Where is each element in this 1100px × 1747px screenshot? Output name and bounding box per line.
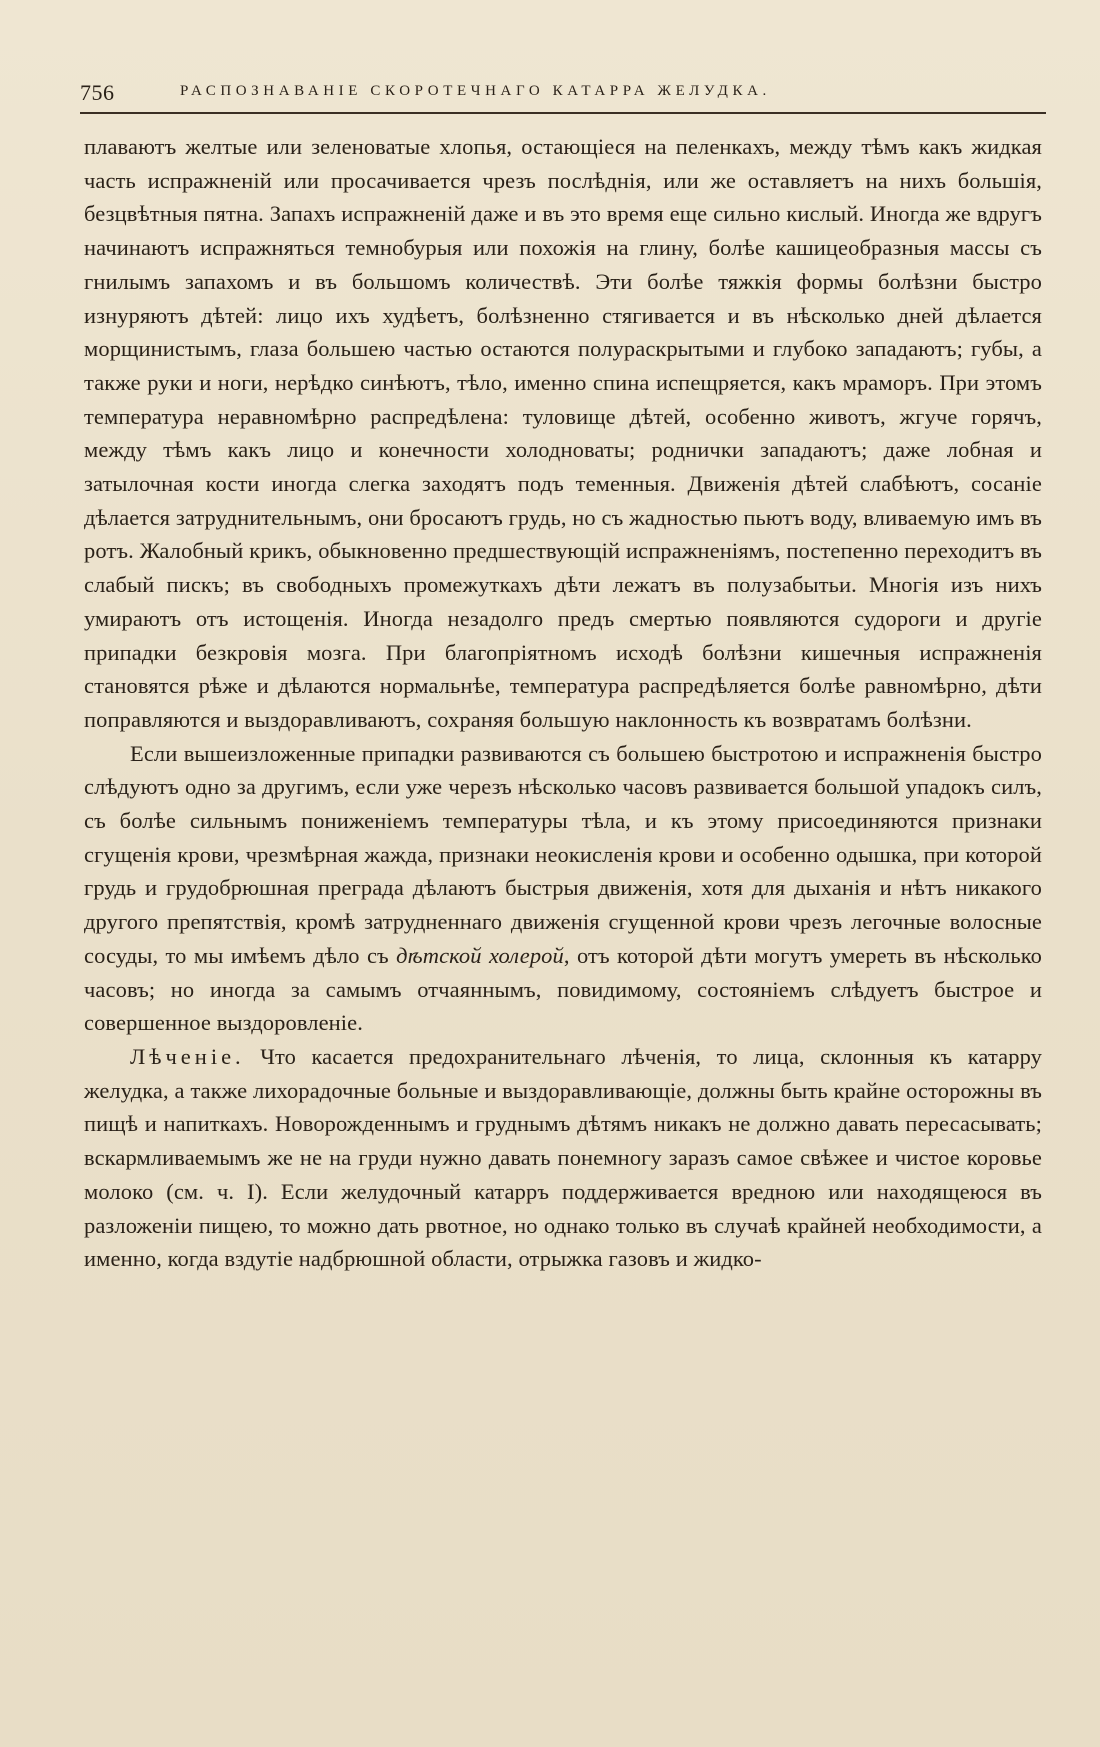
paragraph-text: Если вышеизложенные припадки развиваются съ большею быстротою и испражненія быстро слѣдуютъ одно за другимъ, если уже черезъ нѣсколько часовъ развивается большой упадокъ силъ, съ болѣе сильнымъ пониженіемъ температуры тѣла, и къ этому присоединяются признаки сгущенія крови, чрезмѣрная жажда, признаки неокисленія крови и особенно одышка, при которой грудь и грудобрюшная преграда дѣлаютъ быстрыя движенія, хотя для дыханія и нѣтъ никакого другого препятствія, кромѣ затрудненнаго движенія сгущенной крови чрезъ легочные волосные сосуды, то мы имѣемъ дѣло съ — [84, 740, 1042, 968]
paragraph-cholera — [84, 737, 1042, 1040]
page-header — [80, 78, 1046, 114]
paragraph-treatment — [84, 1040, 1042, 1276]
paragraph-text: Что касается предохранительнаго лѣченія, то лица, склонныя къ катарру желудка, а также лихорадочные больные и выздоравливающіе, должны быть крайне осторожны въ пищѣ и напиткахъ. Новорожденнымъ и груднымъ дѣтямъ никакъ не должно давать пересасывать; вскармливаемымъ же не на груди нужно давать понемногу заразъ самое свѣжее и чистое коровье молоко (см. ч. I). Если желудочный катарръ поддерживается вредною или находящеюся въ разложеніи пищею, то можно дать рвотное, но однако только въ случаѣ крайней необходимости, а именно, когда вздутіе надбрюшной области, отрыжка газовъ и жидко- — [84, 1043, 1042, 1272]
page-number: 756 — [80, 80, 115, 105]
body-text — [84, 130, 1042, 1276]
section-lead: Лѣченіе. — [130, 1043, 245, 1069]
running-title: РАСПОЗНАВАНІЕ СКОРОТЕЧНАГО КАТАРРА ЖЕЛУДКА. — [180, 83, 771, 99]
italic-term: дѣтской холерой — [396, 942, 564, 968]
paragraph-text: , отъ которой дѣти могутъ умереть въ нѣсколько часовъ; но иногда за самымъ отчаяннымъ, повидимому, состояніемъ слѣдуетъ быстрое и совершенное выздоровленіе. — [84, 942, 1042, 1036]
paragraph-continuation: плаваютъ желтые или зеленоватые хлопья, остающіеся на пеленкахъ, между тѣмъ какъ жидкая часть испражненій или просачивается чрезъ послѣднія, или же оставляетъ на нихъ большія, безцвѣтныя пятна. Запахъ испражненій даже и въ это время еще сильно кислый. Иногда же вдругъ начинаютъ испражняться темнобурыя или похожія на глину, болѣе кашицеобразныя массы съ гнилымъ запахомъ и въ большомъ количествѣ. Эти болѣе тяжкія формы болѣзни быстро изнуряютъ дѣтей: лицо ихъ худѣетъ, болѣзненно стягивается и въ нѣсколько дней дѣлается морщинистымъ, глаза большею частью остаются полураскрытыми и глубоко западаютъ; губы, а также руки и ноги, нерѣдко синѣютъ, тѣло, именно спина испещряется, какъ мраморъ. При этомъ температура неравномѣрно распредѣлена: туловище дѣтей, особенно животъ, жгуче горячъ, между тѣмъ какъ лицо и конечности холодноваты; роднички западаютъ; даже лобная и затылочная кости иногда слегка заходятъ подъ теменныя. Движенія дѣтей слабѣютъ, сосаніе дѣлается затруднительнымъ, они бросаютъ грудь, но съ жадностью пьютъ воду, вливаемую имъ въ ротъ. Жалобный крикъ, обыкновенно предшествующій испражненіямъ, постепенно переходитъ въ слабый пискъ; въ свободныхъ промежуткахъ дѣти лежатъ въ полузабытьи. Многія изъ нихъ умираютъ отъ истощенія. Иногда незадолго предъ смертью появляются судороги и другіе припадки безкровія мозга. При благопріятномъ исходѣ болѣзни кишечныя испражненія становятся рѣже и дѣлаются нормальнѣе, температура распредѣляется болѣе равномѣрно, дѣти поправляются и выздоравливаютъ, сохраняя большую наклонность къ возвратамъ болѣзни. — [84, 134, 1042, 732]
